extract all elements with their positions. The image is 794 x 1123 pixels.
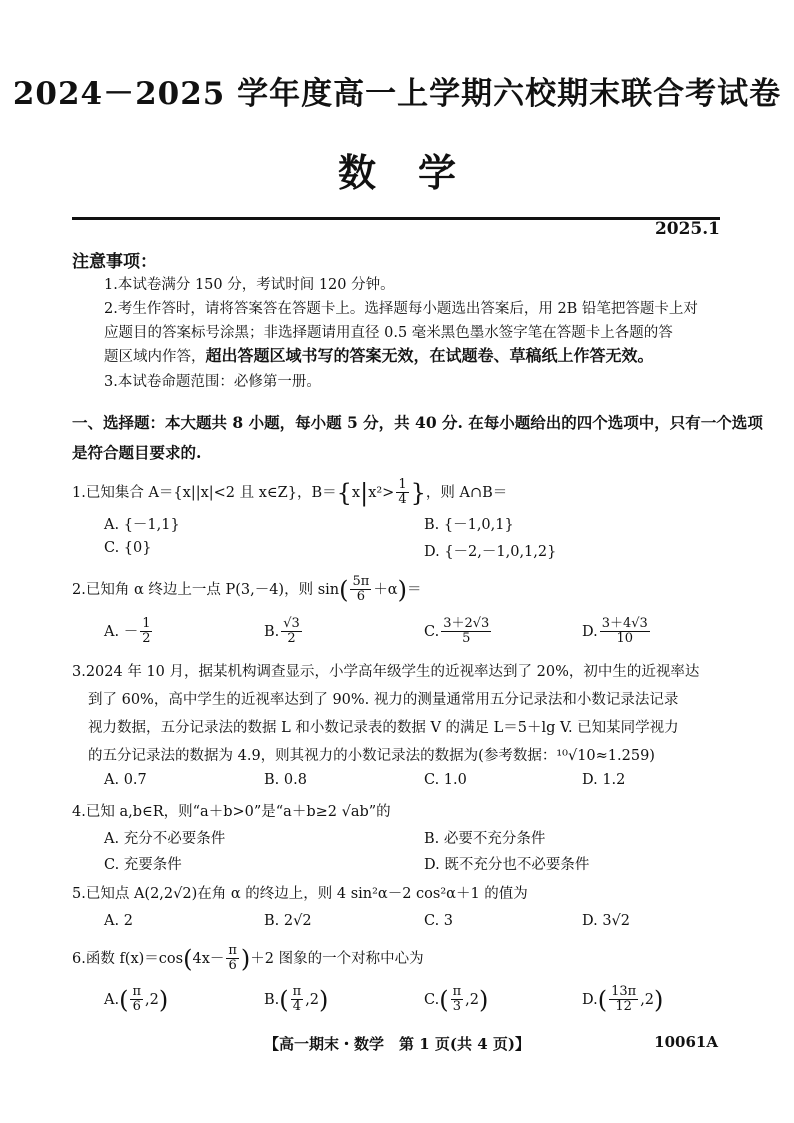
note-2-line-1: 2.考生作答时，请将答案答在答题卡上。选择题每小题选出答案后，用 2B 铅笔把答题卡上对: [104, 301, 698, 317]
q3-option-a: A. 0.7: [104, 772, 147, 788]
exam-title: 2024－2025 学年度高一上学期六校期末联合考试卷: [12, 76, 782, 112]
q2-a-num: 1: [142, 616, 151, 631]
q1-fraction: [396, 478, 408, 508]
q1-frac-den: 4: [398, 492, 407, 508]
q2-option-d: [582, 617, 652, 647]
q6-stem-b: 4x－: [192, 950, 225, 967]
q6-frac-den: 6: [228, 958, 237, 974]
q2-d-num: 3＋4√3: [601, 616, 648, 631]
q3-option-d: D. 1.2: [582, 772, 626, 788]
q6-a-den: 6: [132, 999, 141, 1015]
q1-option-a: A. {－1,1}: [104, 517, 180, 533]
q6-a-tail: ,2: [145, 991, 159, 1008]
q2-c-frac: [441, 617, 491, 647]
page-footer: 【高一期末・数学 第 1 页(共 4 页)】: [264, 1035, 530, 1053]
q5-option-a: A. 2: [104, 913, 133, 929]
paper-code: 10061A: [654, 1033, 718, 1051]
q6-frac-num: π: [228, 943, 237, 958]
set-brace-left: {: [336, 478, 352, 507]
subject-title: 数学: [337, 150, 498, 195]
q3-option-c: C. 1.0: [424, 772, 467, 788]
q6-d-tail: ,2: [640, 991, 655, 1008]
q6-c-label: C.: [424, 991, 440, 1008]
q6-stem-c: ＋2 图象的一个对称中心为: [250, 950, 424, 967]
q2-stem-c: ＝: [406, 581, 422, 598]
q2-d-label: D.: [582, 623, 598, 640]
note-2-line-3-text: 题区域内作答，: [104, 349, 206, 365]
paren-right: ): [478, 985, 489, 1014]
paren-left: (: [119, 985, 129, 1014]
q1-option-d: D. {－2,－1,0,1,2}: [424, 544, 557, 560]
q2-c-label: C.: [424, 623, 440, 640]
set-bar: |: [360, 478, 369, 507]
q2-option-a: [104, 617, 154, 647]
paren-right: ): [319, 985, 329, 1014]
q1-stem-a: 1.已知集合 A＝{x||x|<2 且 x∈Z}，B＝: [72, 484, 337, 501]
paren-right: ): [158, 985, 169, 1014]
q6-c-num: π: [452, 984, 462, 999]
q6-d-frac: [609, 985, 638, 1015]
q6-a-frac: [130, 985, 143, 1015]
paren-left: (: [279, 985, 289, 1014]
q2-fraction: [350, 575, 371, 605]
header-divider: [72, 217, 720, 220]
q3-line-1: 3.2024 年 10 月，据某机构调查显示，小学高年级学生的近视率达到了 20%，初中生的近视率达: [72, 664, 700, 680]
q2-option-b: [264, 617, 304, 647]
q6-a-label: A.: [104, 991, 120, 1008]
notes-heading: 注意事项：: [72, 252, 157, 272]
q4-option-a: A. 充分不必要条件: [104, 831, 226, 847]
q4-stem: 4.已知 a,b∈R，则“a＋b>0”是“a＋b≥2 √ab”的: [72, 804, 391, 820]
exam-date: 2025.1: [654, 219, 720, 239]
q2-b-label: B.: [264, 623, 280, 640]
q5-option-c: C. 3: [424, 913, 454, 929]
q6-d-den: 12: [615, 999, 632, 1015]
q6-option-b: [264, 985, 328, 1015]
q2-a-label: A. －: [104, 623, 139, 640]
paren-right: ): [397, 575, 407, 604]
q4-option-d: D. 既不充分也不必要条件: [424, 857, 590, 873]
section-1-heading-line-1: 一、选择题：本大题共 8 小题，每小题 5 分，共 40 分. 在每小题给出的四个选项中，只有一个选项: [72, 413, 763, 432]
q2-c-num: 3＋2√3: [443, 616, 490, 631]
q2-b-frac: [281, 617, 302, 647]
q3-line-4: 的五分记录法的数据为 4.9，则其视力的小数记录法的数据为(参考数据：¹⁰√10≈1.259): [88, 748, 655, 764]
q1-option-c: C. {0}: [104, 540, 152, 556]
q6-b-frac: [291, 985, 304, 1015]
q6-stem-a: 6.函数 f(x)＝cos: [72, 950, 184, 967]
q4-option-c: C. 充要条件: [104, 857, 182, 873]
q3-line-3: 视力数据，五分记录法的数据 L 和小数记录表的数据 V 的满足 L＝5＋lg V. 已知某同学视力: [88, 720, 679, 736]
q6-b-label: B.: [264, 991, 280, 1008]
note-2-line-2: 应题目的答案标号涂黑；非选择题请用直径 0.5 毫米黑色墨水签字笔在答题卡上各题的答: [104, 325, 673, 341]
note-2-emphasis: 超出答题区域书写的答案无效，在试题卷、草稿纸上作答无效。: [205, 346, 654, 365]
q6-d-num: 13π: [611, 984, 637, 999]
set-brace-right: }: [410, 478, 426, 507]
q6-option-c: [424, 985, 488, 1015]
q6-b-tail: ,2: [305, 991, 320, 1008]
note-2-line-3: [104, 343, 654, 366]
q1-frac-num: 1: [398, 477, 407, 492]
q5-option-b: B. 2√2: [264, 913, 312, 929]
q3-line-2: 到了 60%，高中学生的近视率达到了 90%. 视力的测量通常用五分记录法和小数记录法记录: [88, 692, 679, 708]
q1-set-var: x: [351, 484, 361, 501]
q2-b-num: √3: [283, 616, 300, 631]
q6-fraction: [226, 944, 239, 974]
q5-option-d: D. 3√2: [582, 913, 631, 929]
q2-c-den: 5: [462, 631, 471, 647]
q2-d-frac: [600, 617, 650, 647]
q2-stem-a: 2.已知角 α 终边上一点 P(3,－4)，则 sin: [72, 581, 340, 598]
q6-d-label: D.: [582, 991, 598, 1008]
q6-b-den: 4: [292, 999, 302, 1015]
q2-stem-b: ＋α: [373, 581, 398, 598]
q6-b-num: π: [292, 984, 302, 999]
note-1: 1.本试卷满分 150 分，考试时间 120 分钟。: [104, 277, 395, 293]
q5-stem: 5.已知点 A(2,2√2)在角 α 的终边上，则 4 sin²α－2 cos²α＋1 的值为: [72, 886, 528, 902]
q6-a-num: π: [132, 984, 142, 999]
q1-set-cond: x²>: [368, 484, 395, 501]
paren-right: ): [240, 944, 251, 973]
q2-frac-num: 5π: [352, 574, 370, 589]
question-1-stem: [72, 478, 507, 508]
q6-stem: [72, 944, 424, 974]
q2-option-c: [424, 617, 493, 647]
section-1-heading-line-2: 是符合题目要求的.: [72, 443, 202, 462]
q6-option-d: [582, 985, 663, 1015]
question-2-stem: [72, 575, 421, 605]
q6-c-tail: ,2: [465, 991, 479, 1008]
q2-frac-den: 6: [356, 589, 366, 605]
paren-left: (: [339, 575, 349, 604]
paren-left: (: [597, 985, 608, 1014]
q6-c-den: 3: [452, 999, 461, 1015]
q4-option-b: B. 必要不充分条件: [424, 831, 546, 847]
q6-option-a: [104, 985, 168, 1015]
paren-right: ): [654, 985, 664, 1014]
paren-left: (: [183, 944, 193, 973]
q2-a-frac: [140, 617, 152, 647]
q1-option-b: B. {－1,0,1}: [424, 517, 514, 533]
q2-b-den: 2: [287, 631, 296, 647]
q2-a-den: 2: [142, 631, 151, 647]
q1-stem-b: ，则 A∩B＝: [425, 484, 508, 501]
paren-left: (: [439, 985, 449, 1014]
note-3: 3.本试卷命题范围：必修第一册。: [104, 374, 321, 390]
q6-c-frac: [451, 985, 464, 1015]
q3-option-b: B. 0.8: [264, 772, 307, 788]
q2-d-den: 10: [616, 631, 634, 647]
